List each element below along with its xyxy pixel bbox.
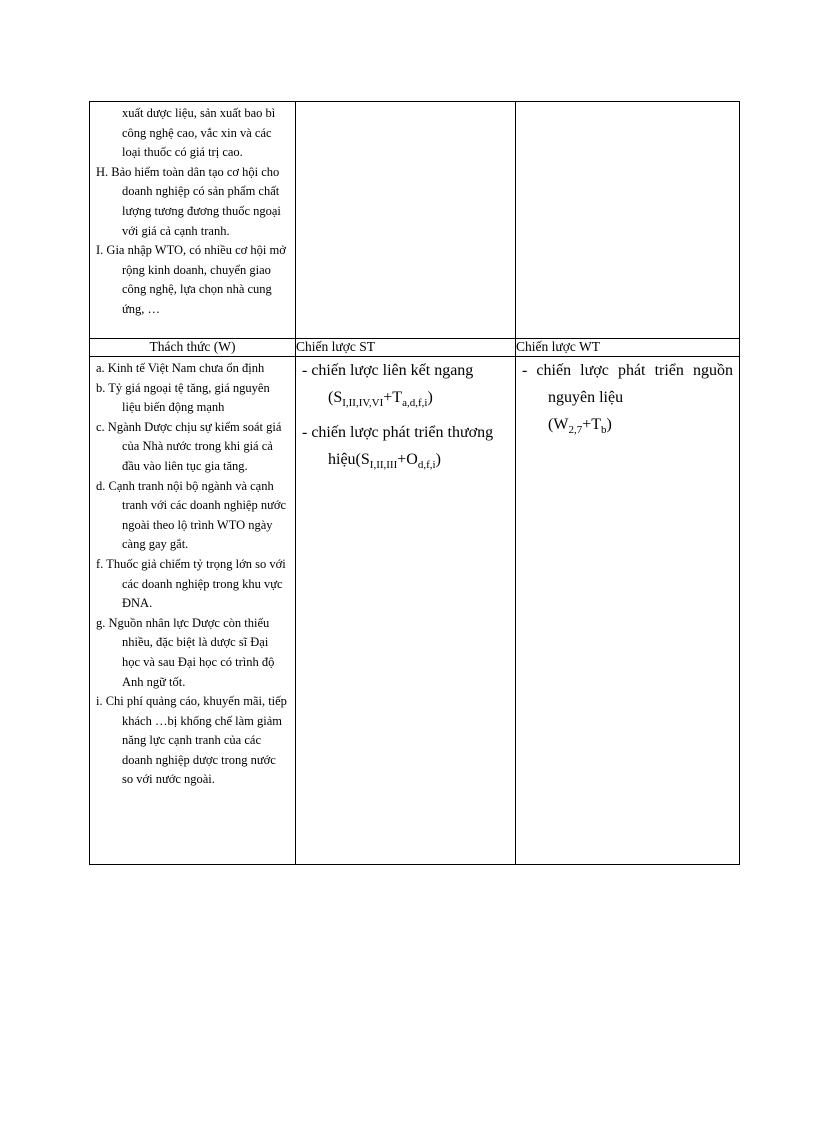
threats-cell [90,357,296,865]
swot-table [89,101,740,865]
threats-row [90,357,740,865]
st-header: Chiến lược ST [296,339,516,357]
st-strategy-cell [296,357,516,865]
threat-g: g. Nguồn nhân lực Dược còn thiếu nhiều, đặc biệt là dược sĩ Đại học và sau Đại học có trình độ Anh ngữ tốt. [96,615,275,689]
st-strategy-1-formula: $(S_{I,II,IV,VI}+T_{a,d,f,i})$ [328,389,433,409]
wt-strategy-1: - chiến lược phát triển nguồn nguyên liệu [522,362,733,406]
threat-d: d. Cạnh tranh nội bộ ngành và cạnh tranh với các doanh nghiệp nước ngoài theo lộ trình WTO ngày càng gay gắt. [96,478,287,552]
st-strategy-2: - chiến lược phát triển thương [302,424,494,441]
threat-i: i. Chi phí quảng cáo, khuyến mãi, tiếp khách …bị khống chế làm giảm năng lực cạnh tranh của các doanh nghiệp dược trong nước so với nước ngoài. [96,694,287,787]
st-strategy-1: - chiến lược liên kết ngang [302,362,474,379]
threat-c: c. Ngành Dược chịu sự kiểm soát giá của Nhà nước trong khi giá cả đầu vào liên tục gia tăng. [96,419,282,473]
wo-strategy-cell [516,102,740,339]
threat-f: f. Thuốc giả chiếm tỷ trọng lớn so với các doanh nghiệp trong khu vực ĐNA. [96,556,286,611]
opportunity-i: I. Gia nhập WTO, có nhiều cơ hội mở rộng kinh doanh, chuyển giao công nghệ, lựa chọn nhà cung ứng, … [96,243,286,316]
opportunity-h: H. Bảo hiểm toàn dân tạo cơ hội cho doanh nghiệp có sản phẩm chất lượng tương đương thuốc ngoại với giá cả cạnh tranh. [96,164,281,238]
threat-b: b. Tỷ giá ngoại tệ tăng, giá nguyên liệu biến động mạnh [96,380,270,415]
wt-strategy-1-formula: $(W_{2,7}+T_b)$ [548,416,612,436]
opportunity-continued: xuất dược liệu, sản xuất bao bì công nghệ cao, vắc xin và các loại thuốc có giá trị cao. [122,106,276,160]
st-strategy-2-formula: $hiệu(S_{I,II,III}+O_{d,f,i})$ [328,451,441,471]
wt-strategy-cell [516,357,740,865]
wt-header: Chiến lược WT [516,339,740,357]
header-row [90,339,740,357]
threats-header: Thách thức (W) [90,339,296,357]
so-strategy-cell [296,102,516,339]
opportunities-cell [90,102,296,339]
threat-a: a. Kinh tế Việt Nam chưa ổn định [96,361,265,375]
opportunities-row [90,102,740,339]
